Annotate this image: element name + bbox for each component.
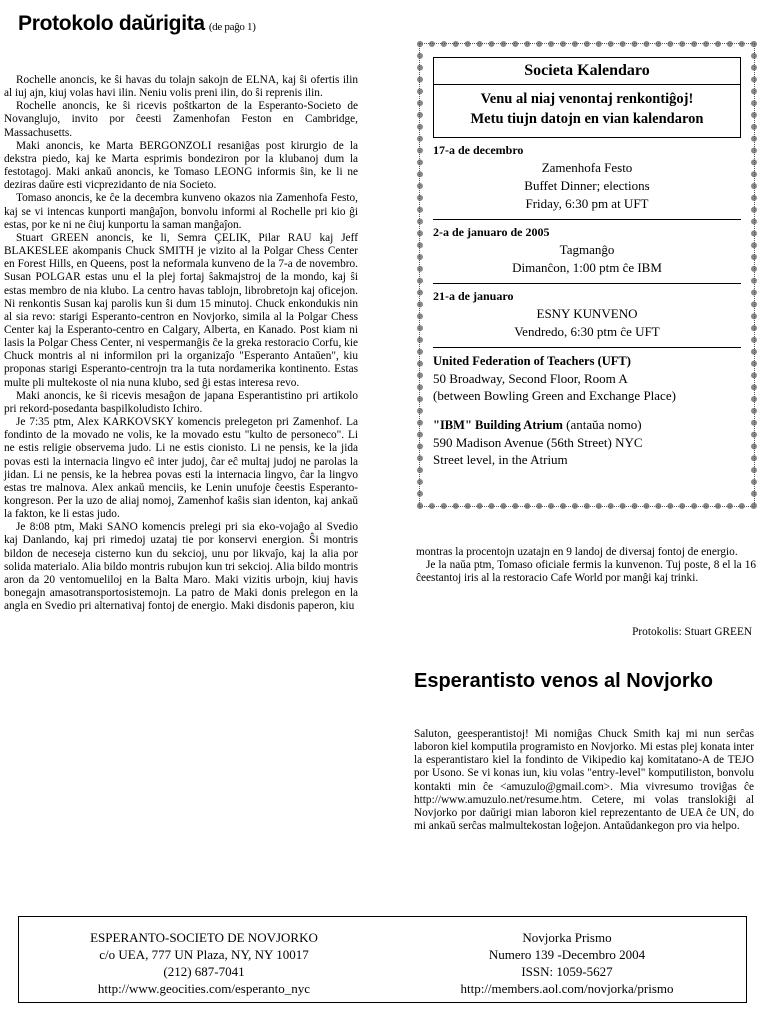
protocol-paragraph: Rochelle anoncis, ke ŝi havas du tolajn sakojn de ELNA, kaj ŝi ofertis ilin al iuj ajn, kiuj volas havi ilin. Neniu volis preni ilin, do ŝi reprenis ilin.: [4, 74, 358, 100]
page-title: [18, 12, 256, 36]
protocol-paragraph: Tomaso anoncis, ke ĉe la decembra kunveno okazos nia Zamenhofa Festo, kaj se vi intencas kunporti manĝaĵon, bonvolu informi al Rochelle pri kio ĝi estas, por ke ni ne ĉiuj kunportu la saman manĝaĵon.: [4, 192, 358, 231]
calendar-event: [433, 138, 741, 220]
protocol-continuation: [416, 546, 756, 585]
footer-link[interactable]: http://members.aol.com/novjorka/prismo: [460, 981, 674, 996]
calendar-box: [417, 41, 757, 509]
location-line: 50 Broadway, Second Floor, Room A: [433, 371, 628, 386]
footer-line: c/o UEA, 777 UN Plaza, NY, NY 10017: [99, 947, 309, 962]
signature: Protokolis: Stuart GREEN: [632, 626, 752, 638]
footer-right: [389, 929, 745, 997]
event-line: Zamenhofa Festo: [541, 160, 633, 175]
protocol-paragraph: montras la procentojn uzatajn en 9 landoj de diversaj fontoj de energio.: [416, 546, 738, 558]
article-heading: Esperantisto venos al Novjorko: [414, 670, 713, 692]
protocol-paragraph: Rochelle anoncis, ke ŝi ricevis poŝtkarton de la Esperanto-Societo de Novanglujo, invito por ĉeesti Zamenhofan Feston en Cambridge, Massachusetts.: [4, 100, 358, 139]
calendar-title: Societa Kalendaro: [433, 57, 741, 84]
event-line: Tagmanĝo: [559, 242, 615, 257]
footer-line: Novjorka Prismo: [522, 930, 612, 945]
location-line: 590 Madison Avenue (56th Street) NYC: [433, 435, 643, 450]
protocol-paragraph: Je 7:35 ptm, Alex KARKOVSKY komencis prelegeton pri Zamenhof. La fondinto de la movado ne volis, ke la movado estu "kulto de personeco". Li ne estis religie observema judo. Li ne estis cionisto. Li ne pensis, ke la jida povas esti la internacia lingvo eĉ inter judoj, ĉar eĉ multaj judoj ne parolas la jidan. Li ne pensis, ke la hebrea povas esti la internacia lingvo, ĉar la lingvo estas tre malnova. Alex ankaŭ menciis, ke Lenin unufoje ĉeestis Esperanto-kongreson. Per la uzo de aliaj nomoj, Zamenhof kaŝis sian identon, kaj ankaŭ la fakton, ke li estas judo.: [4, 416, 358, 521]
protocol-paragraph: Je la naŭa ptm, Tomaso oficiale fermis la kunvenon. Tuj poste, 8 el la 16 ĉeestantoj iris al la restoracio Cafe World por manĝi kaj trinki.: [416, 559, 756, 585]
event-date: 21-a de januaro: [433, 289, 514, 303]
location-name: "IBM" Building Atrium: [433, 418, 563, 432]
event-line: Vendredo, 6:30 ptm ĉe UFT: [514, 324, 660, 339]
footer-line: (212) 687-7041: [163, 964, 245, 979]
location-line: Street level, in the Atrium: [433, 452, 568, 467]
footer-line: ISSN: 1059-5627: [521, 964, 613, 979]
article-body: Saluton, geesperantistoj! Mi nomiĝas Chuck Smith kaj mi nun serĉas laboron kiel komputila programisto en Novjorko. Mi estas plej konata inter la esperantistaro kiel la fondinto de Vikipedio kaj komitatano-A de TEJO por Usono. Se vi konas iun, kiu volas "entry-level" komputiliston, bonvolu kontakti min ĉe <amuzulo@gmail.com>. Mia vivresumo troviĝas ĉe http://www.amuzulo.net/resume.htm. Cetere, mi volas translokiĝi al Novjorko por daŭrigi mian laboron kiel reprezentanto de UEA ĉe UN, do mi ankaŭ serĉas malmultekostan loĝejon. Antaŭdankegon pro via helpo.: [414, 728, 754, 833]
protocol-paragraph: Maki anoncis, ke Marta BERGONZOLI resaniĝas post kirurgio de la dekstra piedo, kaj ke Marta esprimis bondeziron por la klubanoj dum la festotagoj. Maki ankaŭ anoncis, ke Tomaso LEONG informis ŝin, ke li ne deziras daŭre esti vicprezidanto de nia Societo.: [4, 139, 358, 192]
protocol-column: [4, 74, 358, 613]
continued-note: (de paĝo 1): [208, 21, 256, 33]
location-line: (between Bowling Green and Exchange Place): [433, 388, 676, 403]
location-note: (antaŭa nomo): [566, 417, 642, 432]
calendar-subtitle: [433, 84, 741, 138]
footer-link[interactable]: http://www.geocities.com/esperanto_nyc: [97, 981, 311, 996]
calendar-event: [433, 220, 741, 284]
protocol-paragraph: Stuart GREEN anoncis, ke li, Semra ÇELIK, Pilar RAU kaj Jeff BLAKESLEE akompanis Chuck SMITH je vizito al la Polgar Chess Center en Forest Hills, en Queens, post la neformala kunveno de la 7-a de novembro. Susan POLGAR estas unu el la plej fortaj ŝakmajstroj de la mondo, kaj ŝi estas membro de nia klubo. La centro havas tablojn, librobretojn kaj oficejon. Ni renkontis Susan kaj parolis kun ŝi dum 15 minutoj. Chuck enkondukis nin al sia revo: starigi Esperanto-centron en Novjorko, simila al la Polgar Chess Center kaj la Esperanto-centro en Calgary, Alberta, en Kanado. Post kiam ni lasis la Polgar Chess Center, ni vespermanĝis ĉe la greka restoracio Corfu, kie Chuck montris al ni informilon pri la organizaĵo "Esperanto Antaŭen", kiu proponas starigi Esperanto-centrojn tra la tuta nordamerika kontinento. Estas multe pli multekoste ol nia nuna klubo, sed ĝi estas interesa revo.: [4, 231, 358, 389]
event-line: ESNY KUNVENO: [536, 306, 638, 321]
calendar-event: [433, 284, 741, 348]
title-text: Protokolo daŭrigita: [18, 12, 205, 35]
footer-line: ESPERANTO-SOCIETO DE NOVJORKO: [90, 930, 318, 945]
protocol-paragraph: Je 8:08 ptm, Maki SANO komencis prelegi pri sia eko-vojaĝo al Svedio kaj Danlando, kaj pri rimedoj uzataj tie por konservi energion. Ŝi montris bildon de neceseja cisterno kun du sekcioj, unu por likvaĵo, kaj la alia por solida materialo. Alia bildo montris rubujon kun tri sekcioj. Alia bildo montris aron da 20 ventomueliloj en la Balta Maro. Maki vizitis urbojn, kiuj havis bonegajn amasotransportosistemojn. La patro de Maki donis prelegon en la angla en Svedio pri alternativaj fontoj de energio. Maki disdonis paperon, kiu: [4, 521, 358, 613]
footer-box: [18, 916, 747, 1003]
event-date: 17-a de decembro: [433, 143, 524, 157]
calendar-subtitle-line: Venu al niaj venontaj renkontiĝoj!: [480, 91, 694, 107]
protocol-paragraph: Maki anoncis, ke ŝi ricevis mesaĝon de japana Esperantistino pri artikolo pri rekord-posedanta baspilkoludisto Ichiro.: [4, 389, 358, 415]
footer-left: [19, 929, 389, 997]
event-line: Dimanĉon, 1:00 ptm ĉe IBM: [512, 260, 662, 275]
event-line: Friday, 6:30 pm at UFT: [525, 196, 649, 211]
location-name: United Federation of Teachers (UFT): [433, 354, 631, 368]
calendar-subtitle-line: Metu tiujn datojn en vian kalendaron: [470, 111, 704, 127]
footer-line: Numero 139 -Decembro 2004: [488, 947, 646, 962]
location: [433, 348, 741, 404]
event-line: Buffet Dinner; elections: [524, 178, 650, 193]
event-date: 2-a de januaro de 2005: [433, 225, 550, 239]
location: [433, 404, 741, 468]
